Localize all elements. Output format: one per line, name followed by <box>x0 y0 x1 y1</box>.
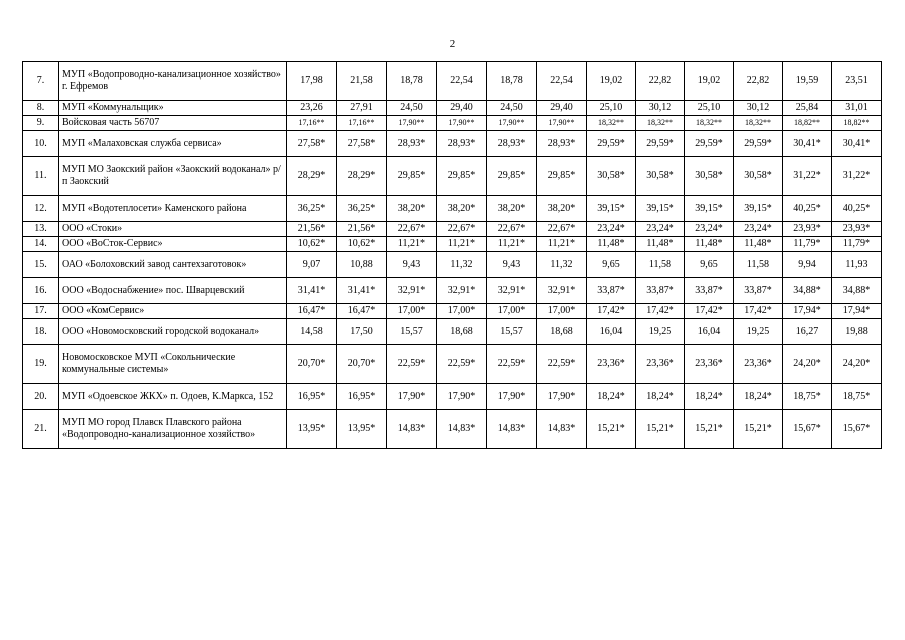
organization-name: МУП МО город Плавск Плавского района «Водопроводно-канализационное хозяйство» <box>59 410 287 449</box>
tariff-value: 17,42* <box>685 304 734 319</box>
tariff-value: 16,47* <box>287 304 337 319</box>
row-number: 20. <box>23 384 59 410</box>
tariff-value: 23,36* <box>636 345 685 384</box>
tariff-value: 18,75* <box>783 384 832 410</box>
tariff-value: 17,00* <box>537 304 587 319</box>
tariff-value: 40,25* <box>783 196 832 222</box>
tariff-value: 11,79* <box>832 237 882 252</box>
tariff-value: 11,58 <box>636 252 685 278</box>
tariff-value: 11,32 <box>537 252 587 278</box>
tariff-value: 34,88* <box>783 278 832 304</box>
tariff-value: 19,02 <box>685 62 734 101</box>
tariff-value: 23,51 <box>832 62 882 101</box>
tariff-value: 29,85* <box>437 157 487 196</box>
tariff-value: 18,32** <box>734 116 783 131</box>
tariff-value: 17,94* <box>783 304 832 319</box>
row-number: 8. <box>23 101 59 116</box>
tariff-value: 34,88* <box>832 278 882 304</box>
tariff-value: 40,25* <box>832 196 882 222</box>
tariff-value: 23,36* <box>685 345 734 384</box>
table-row <box>23 237 882 252</box>
tariff-value: 14,83* <box>487 410 537 449</box>
tariff-value: 31,41* <box>287 278 337 304</box>
tariff-value: 28,93* <box>437 131 487 157</box>
tariff-value: 38,20* <box>387 196 437 222</box>
tariff-value: 23,24* <box>685 222 734 237</box>
tariff-value: 16,04 <box>587 319 636 345</box>
tariff-value: 20,70* <box>287 345 337 384</box>
tariff-value: 22,59* <box>387 345 437 384</box>
tariff-value: 11,21* <box>487 237 537 252</box>
organization-name: МУП МО Заокский район «Заокский водоканал» р/п Заокский <box>59 157 287 196</box>
tariff-value: 33,87* <box>734 278 783 304</box>
tariff-value: 29,85* <box>537 157 587 196</box>
tariff-value: 18,78 <box>487 62 537 101</box>
tariff-value: 19,25 <box>636 319 685 345</box>
tariff-value: 17,94* <box>832 304 882 319</box>
tariff-value: 18,75* <box>832 384 882 410</box>
tariff-value: 10,88 <box>337 252 387 278</box>
tariff-value: 29,40 <box>537 101 587 116</box>
tariff-value: 17,98 <box>287 62 337 101</box>
tariff-value: 15,21* <box>636 410 685 449</box>
tariff-value: 29,59* <box>636 131 685 157</box>
tariff-value: 30,41* <box>832 131 882 157</box>
organization-name: ООО «Водоснабжение» пос. Шварцевский <box>59 278 287 304</box>
table-row <box>23 252 882 278</box>
tariff-value: 18,68 <box>537 319 587 345</box>
tariff-value: 18,78 <box>387 62 437 101</box>
tariff-value: 17,90* <box>487 384 537 410</box>
row-number: 16. <box>23 278 59 304</box>
tariff-value: 16,04 <box>685 319 734 345</box>
tariff-value: 29,40 <box>437 101 487 116</box>
tariff-value: 17,90** <box>537 116 587 131</box>
tariff-value: 23,93* <box>832 222 882 237</box>
tariff-value: 18,82** <box>832 116 882 131</box>
organization-name: МУП «Водопроводно-канализационное хозяйство» г. Ефремов <box>59 62 287 101</box>
row-number: 17. <box>23 304 59 319</box>
tariff-value: 28,93* <box>537 131 587 157</box>
table-row <box>23 62 882 101</box>
tariff-value: 11,48* <box>685 237 734 252</box>
page-number: 2 <box>449 38 456 50</box>
tariff-value: 17,42* <box>734 304 783 319</box>
tariff-value: 38,20* <box>487 196 537 222</box>
tariff-value: 31,41* <box>337 278 387 304</box>
tariff-value: 14,83* <box>437 410 487 449</box>
organization-name: ОАО «Болоховский завод сантехзаготовок» <box>59 252 287 278</box>
tariff-value: 21,58 <box>337 62 387 101</box>
table-row <box>23 157 882 196</box>
organization-name: Новомосковское МУП «Сокольнические коммунальные системы» <box>59 345 287 384</box>
tariff-value: 18,24* <box>685 384 734 410</box>
tariff-value: 15,57 <box>387 319 437 345</box>
tariff-value: 18,32** <box>685 116 734 131</box>
tariff-value: 17,90* <box>537 384 587 410</box>
tariff-value: 15,67* <box>783 410 832 449</box>
tariff-value: 17,00* <box>437 304 487 319</box>
row-number: 18. <box>23 319 59 345</box>
tariff-value: 27,58* <box>287 131 337 157</box>
tariff-value: 31,01 <box>832 101 882 116</box>
tariff-value: 25,10 <box>685 101 734 116</box>
tariff-value: 33,87* <box>685 278 734 304</box>
table-row <box>23 101 882 116</box>
tariff-value: 38,20* <box>437 196 487 222</box>
table-row <box>23 345 882 384</box>
tariff-value: 9,65 <box>587 252 636 278</box>
tariff-value: 11,58 <box>734 252 783 278</box>
tariff-value: 32,91* <box>437 278 487 304</box>
tariff-value: 29,59* <box>587 131 636 157</box>
row-number: 10. <box>23 131 59 157</box>
tariff-value: 15,57 <box>487 319 537 345</box>
tariff-value: 31,22* <box>783 157 832 196</box>
tariff-value: 28,93* <box>487 131 537 157</box>
tariff-value: 30,12 <box>636 101 685 116</box>
table-row <box>23 278 882 304</box>
tariff-value: 32,91* <box>537 278 587 304</box>
tariff-value: 11,21* <box>437 237 487 252</box>
table-row <box>23 196 882 222</box>
tariff-value: 22,59* <box>437 345 487 384</box>
table-row <box>23 304 882 319</box>
table-row <box>23 319 882 345</box>
tariff-value: 13,95* <box>337 410 387 449</box>
tariff-value: 22,67* <box>537 222 587 237</box>
table-row <box>23 222 882 237</box>
tariff-value: 36,25* <box>287 196 337 222</box>
tariff-value: 15,21* <box>685 410 734 449</box>
tariff-value: 14,83* <box>387 410 437 449</box>
tariff-value: 17,42* <box>636 304 685 319</box>
tariff-value: 20,70* <box>337 345 387 384</box>
tariff-value: 24,50 <box>387 101 437 116</box>
tariff-value: 30,58* <box>587 157 636 196</box>
organization-name: ООО «Новомосковский городской водоканал» <box>59 319 287 345</box>
tariff-value: 11,48* <box>734 237 783 252</box>
tariff-value: 19,25 <box>734 319 783 345</box>
tariff-value: 9,94 <box>783 252 832 278</box>
tariff-value: 10,62* <box>337 237 387 252</box>
tariff-value: 38,20* <box>537 196 587 222</box>
tariff-value: 21,56* <box>337 222 387 237</box>
tariff-value: 9,43 <box>487 252 537 278</box>
tariff-value: 36,25* <box>337 196 387 222</box>
tariff-value: 17,90** <box>487 116 537 131</box>
organization-name: МУП «Малаховская служба сервиса» <box>59 131 287 157</box>
organization-name: ООО «ВоСток-Сервис» <box>59 237 287 252</box>
tariff-value: 17,90* <box>387 384 437 410</box>
tariff-value: 23,36* <box>587 345 636 384</box>
tariff-value: 18,32** <box>636 116 685 131</box>
organization-name: Войсковая часть 56707 <box>59 116 287 131</box>
tariff-value: 25,84 <box>783 101 832 116</box>
table-row <box>23 131 882 157</box>
tariff-value: 33,87* <box>636 278 685 304</box>
tariff-value: 30,58* <box>685 157 734 196</box>
tariff-value: 22,59* <box>537 345 587 384</box>
tariff-value: 31,22* <box>832 157 882 196</box>
tariff-value: 17,00* <box>487 304 537 319</box>
tariff-value: 15,67* <box>832 410 882 449</box>
row-number: 12. <box>23 196 59 222</box>
tariff-value: 17,90* <box>437 384 487 410</box>
tariff-value: 25,10 <box>587 101 636 116</box>
organization-name: ООО «КомСервис» <box>59 304 287 319</box>
tariff-value: 15,21* <box>734 410 783 449</box>
table-row <box>23 384 882 410</box>
tariff-value: 14,58 <box>287 319 337 345</box>
tariff-value: 30,58* <box>734 157 783 196</box>
tariff-value: 23,36* <box>734 345 783 384</box>
tariff-value: 15,21* <box>587 410 636 449</box>
tariff-value: 27,58* <box>337 131 387 157</box>
tariff-value: 22,67* <box>387 222 437 237</box>
tariff-value: 23,24* <box>734 222 783 237</box>
tariff-value: 18,68 <box>437 319 487 345</box>
tariff-value: 18,82** <box>783 116 832 131</box>
tariff-value: 17,00* <box>387 304 437 319</box>
organization-name: МУП «Коммунальщик» <box>59 101 287 116</box>
row-number: 19. <box>23 345 59 384</box>
tariff-value: 22,82 <box>636 62 685 101</box>
tariff-value: 22,59* <box>487 345 537 384</box>
tariff-value: 29,85* <box>487 157 537 196</box>
tariff-value: 30,41* <box>783 131 832 157</box>
tariff-value: 13,95* <box>287 410 337 449</box>
tariff-value: 32,91* <box>487 278 537 304</box>
tariff-value: 9,07 <box>287 252 337 278</box>
tariff-value: 23,93* <box>783 222 832 237</box>
tariff-value: 17,42* <box>587 304 636 319</box>
table-row <box>23 410 882 449</box>
row-number: 15. <box>23 252 59 278</box>
row-number: 9. <box>23 116 59 131</box>
tariff-value: 30,58* <box>636 157 685 196</box>
row-number: 21. <box>23 410 59 449</box>
tariff-value: 22,54 <box>437 62 487 101</box>
tariff-value: 22,67* <box>487 222 537 237</box>
tariff-value: 30,12 <box>734 101 783 116</box>
tariff-value: 11,48* <box>636 237 685 252</box>
tariff-value: 23,24* <box>587 222 636 237</box>
tariff-value: 23,26 <box>287 101 337 116</box>
row-number: 14. <box>23 237 59 252</box>
tariff-value: 24,20* <box>832 345 882 384</box>
tariff-value: 24,20* <box>783 345 832 384</box>
tariff-value: 29,59* <box>734 131 783 157</box>
tariff-value: 16,27 <box>783 319 832 345</box>
tariff-value: 22,67* <box>437 222 487 237</box>
tariff-value: 14,83* <box>537 410 587 449</box>
tariff-value: 16,47* <box>337 304 387 319</box>
tariff-value: 28,93* <box>387 131 437 157</box>
tariff-value: 9,65 <box>685 252 734 278</box>
tariff-value: 17,16** <box>337 116 387 131</box>
tariff-value: 27,91 <box>337 101 387 116</box>
tariff-value: 17,90** <box>387 116 437 131</box>
tariff-value: 19,59 <box>783 62 832 101</box>
table-body <box>23 62 882 449</box>
tariff-value: 39,15* <box>636 196 685 222</box>
row-number: 13. <box>23 222 59 237</box>
tariff-value: 17,50 <box>337 319 387 345</box>
tariff-table <box>22 61 882 449</box>
tariff-value: 11,32 <box>437 252 487 278</box>
tariff-value: 18,24* <box>734 384 783 410</box>
tariff-value: 19,88 <box>832 319 882 345</box>
organization-name: ООО «Стоки» <box>59 222 287 237</box>
tariff-value: 22,82 <box>734 62 783 101</box>
tariff-value: 39,15* <box>685 196 734 222</box>
tariff-value: 39,15* <box>587 196 636 222</box>
tariff-value: 22,54 <box>537 62 587 101</box>
tariff-value: 28,29* <box>337 157 387 196</box>
tariff-value: 11,93 <box>832 252 882 278</box>
organization-name: МУП «Водотеплосети» Каменского района <box>59 196 287 222</box>
tariff-value: 23,24* <box>636 222 685 237</box>
tariff-value: 32,91* <box>387 278 437 304</box>
tariff-value: 17,90** <box>437 116 487 131</box>
tariff-value: 33,87* <box>587 278 636 304</box>
tariff-value: 29,85* <box>387 157 437 196</box>
row-number: 7. <box>23 62 59 101</box>
tariff-value: 18,24* <box>587 384 636 410</box>
tariff-value: 18,32** <box>587 116 636 131</box>
tariff-value: 11,79* <box>783 237 832 252</box>
tariff-value: 29,59* <box>685 131 734 157</box>
tariff-value: 39,15* <box>734 196 783 222</box>
tariff-value: 24,50 <box>487 101 537 116</box>
tariff-value: 16,95* <box>287 384 337 410</box>
tariff-value: 10,62* <box>287 237 337 252</box>
tariff-value: 11,48* <box>587 237 636 252</box>
tariff-value: 11,21* <box>537 237 587 252</box>
table-row <box>23 116 882 131</box>
tariff-value: 11,21* <box>387 237 437 252</box>
tariff-value: 18,24* <box>636 384 685 410</box>
tariff-value: 28,29* <box>287 157 337 196</box>
organization-name: МУП «Одоевское ЖКХ» п. Одоев, К.Маркса, 152 <box>59 384 287 410</box>
tariff-value: 9,43 <box>387 252 437 278</box>
row-number: 11. <box>23 157 59 196</box>
tariff-value: 16,95* <box>337 384 387 410</box>
tariff-value: 17,16** <box>287 116 337 131</box>
tariff-value: 19,02 <box>587 62 636 101</box>
tariff-value: 21,56* <box>287 222 337 237</box>
